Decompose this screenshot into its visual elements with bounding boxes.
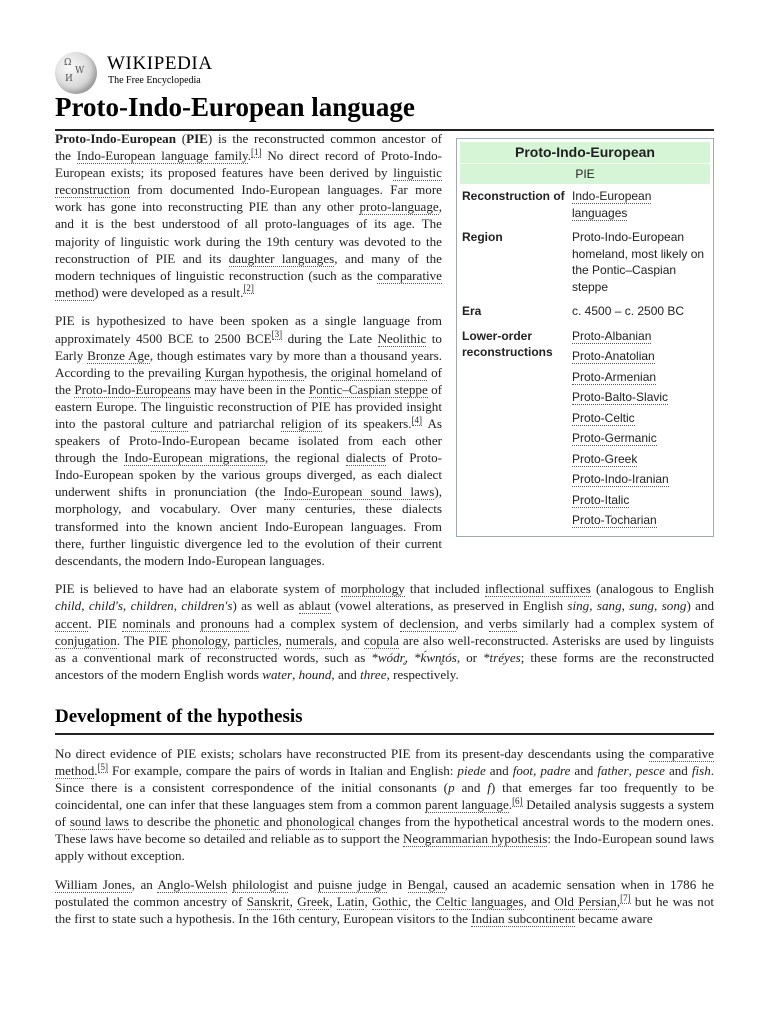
infobox-value[interactable]: Proto-Indo-European homeland, most likely on the Pontic–Caspian steppe: [572, 230, 705, 294]
puzzle-globe-icon: Ω W И: [55, 52, 97, 94]
infobox-value: c. 4500 – c. 2500 BC: [572, 304, 685, 318]
infobox-title: Proto-Indo-European: [460, 142, 710, 163]
infobox-link[interactable]: Proto-Anatolian: [572, 349, 655, 363]
infobox-link[interactable]: Proto-Italic: [572, 492, 630, 507]
infobox-link[interactable]: Proto-Armenian: [572, 369, 657, 384]
wordmark: WIKIPEDIA: [107, 53, 213, 74]
infobox-link[interactable]: Proto-Germanic: [572, 431, 657, 445]
page-title: Proto-Indo-European language: [55, 88, 714, 131]
infobox-row: [460, 303, 710, 324]
paragraph: William Jones, an Anglo-Welsh philologist and puisne judge in Bengal, caused an academic sensation when in 1786 he postulated the common ancestry of Sanskrit, Greek, Latin, Gothic, the Celtic languages, and Old Persian,[7] but he was not the first to state such a hypothesis. In the 16th century, European visitors to the Indian subcontinent became aware: [55, 877, 715, 927]
infobox-key: Region: [462, 230, 503, 244]
infobox-subtitle: PIE: [460, 164, 710, 185]
infobox-row: [460, 328, 710, 533]
infobox-link[interactable]: Proto-Tocharian: [572, 513, 657, 527]
paragraph: PIE is believed to have had an elaborate system of morphology that included inflectional suffixes (analogous to English child, child's, children, children's) as well as ablaut (vowel alterations, as preserved in English sing, sang, sung, song) and accent. PIE nominals and pronouns had a complex system of declension, and verbs similarly had a complex system of conjugation. The PIE phonology, particles, numerals, and copula are also well-reconstructed. Asterisks are used by linguists as a conventional mark of reconstructed words, such as *wódr̥, *ḱwn̥tós, or *tréyes; these forms are the reconstructed ancestors of the modern English words water, hound, and three, respectively.: [55, 581, 715, 682]
infobox-link[interactable]: Indo-European languages: [572, 189, 652, 220]
article-body: [55, 130, 714, 939]
infobox-link[interactable]: Proto-Albanian: [572, 328, 652, 343]
paragraph: Proto-Indo-European (PIE) is the reconstructed common ancestor of the Indo-European language family.[1] No direct record of Proto-Indo-European exists; its proposed features have been derived by linguistic reconstruction from documented Indo-European languages. Far more work has gone into reconstructing PIE than any other proto-language, and it is the best understood of all proto-languages of its age. The majority of linguistic work during the 19th century was devoted to the reconstruction of PIE and its daughter languages, and many of the modern techniques of linguistic reconstruction (such as the comparative method) were developed as a result.[2]: [55, 131, 443, 300]
tagline: The Free Encyclopedia: [108, 75, 201, 86]
infobox-link[interactable]: Proto-Indo-Iranian: [572, 472, 669, 486]
section-heading: Development of the hypothesis: [55, 705, 714, 735]
infobox-key: Lower-order reconstructions: [462, 328, 553, 359]
paragraph: PIE is hypothesized to have been spoken as a single language from approximately 4500 BCE to 2500 BCE[3] during the Late Neolithic to Early Bronze Age, though estimates vary by more than a thousand years. According to the prevailing Kurgan hypothesis, the original homeland of the Proto-Indo-Europeans may have been in the Pontic–Caspian steppe of eastern Europe. The linguistic reconstruction of PIE has provided insight into the pastoral culture and patriarchal religion of its speakers.[4] As speakers of Proto-Indo-European became isolated from each other through the Indo-European migrations, the regional dialects of Proto-Indo-European spoken by the various groups diverged, as each dialect underwent shifts in pronunciation (the Indo-European sound laws), morphology, and vocabulary. Over many centuries, these dialects transformed into the known ancient Indo-European languages. From there, further linguistic divergence led to the evolution of their current descendants, the modern Indo-European languages.: [55, 313, 443, 568]
infobox-row: [460, 229, 710, 299]
infobox-row: [460, 188, 710, 225]
infobox-link[interactable]: Proto-Greek: [572, 451, 638, 466]
infobox: [456, 138, 714, 537]
infobox-key: Era: [462, 304, 482, 318]
infobox-key: Reconstruction of: [462, 189, 565, 203]
infobox-link[interactable]: Proto-Celtic: [572, 410, 635, 425]
paragraph: No direct evidence of PIE exists; scholars have reconstructed PIE from its present-day descendants using the comparative method.[5] For example, compare the pairs of words in Italian and English: piede and foot, padre and father, pesce and fish. Since there is a consistent correspondence of the initial consonants (p and f) that emerges far too frequently to be coincidental, one can infer that these languages stem from a common parent language.[6] Detailed analysis suggests a system of sound laws to describe the phonetic and phonological changes from the hypothetical ancestral words to the modern ones. These laws have become so detailed and reliable as to support the Neogrammarian hypothesis: the Indo-European sound laws apply without exception.: [55, 745, 715, 864]
infobox-link[interactable]: Proto-Balto-Slavic: [572, 390, 669, 404]
